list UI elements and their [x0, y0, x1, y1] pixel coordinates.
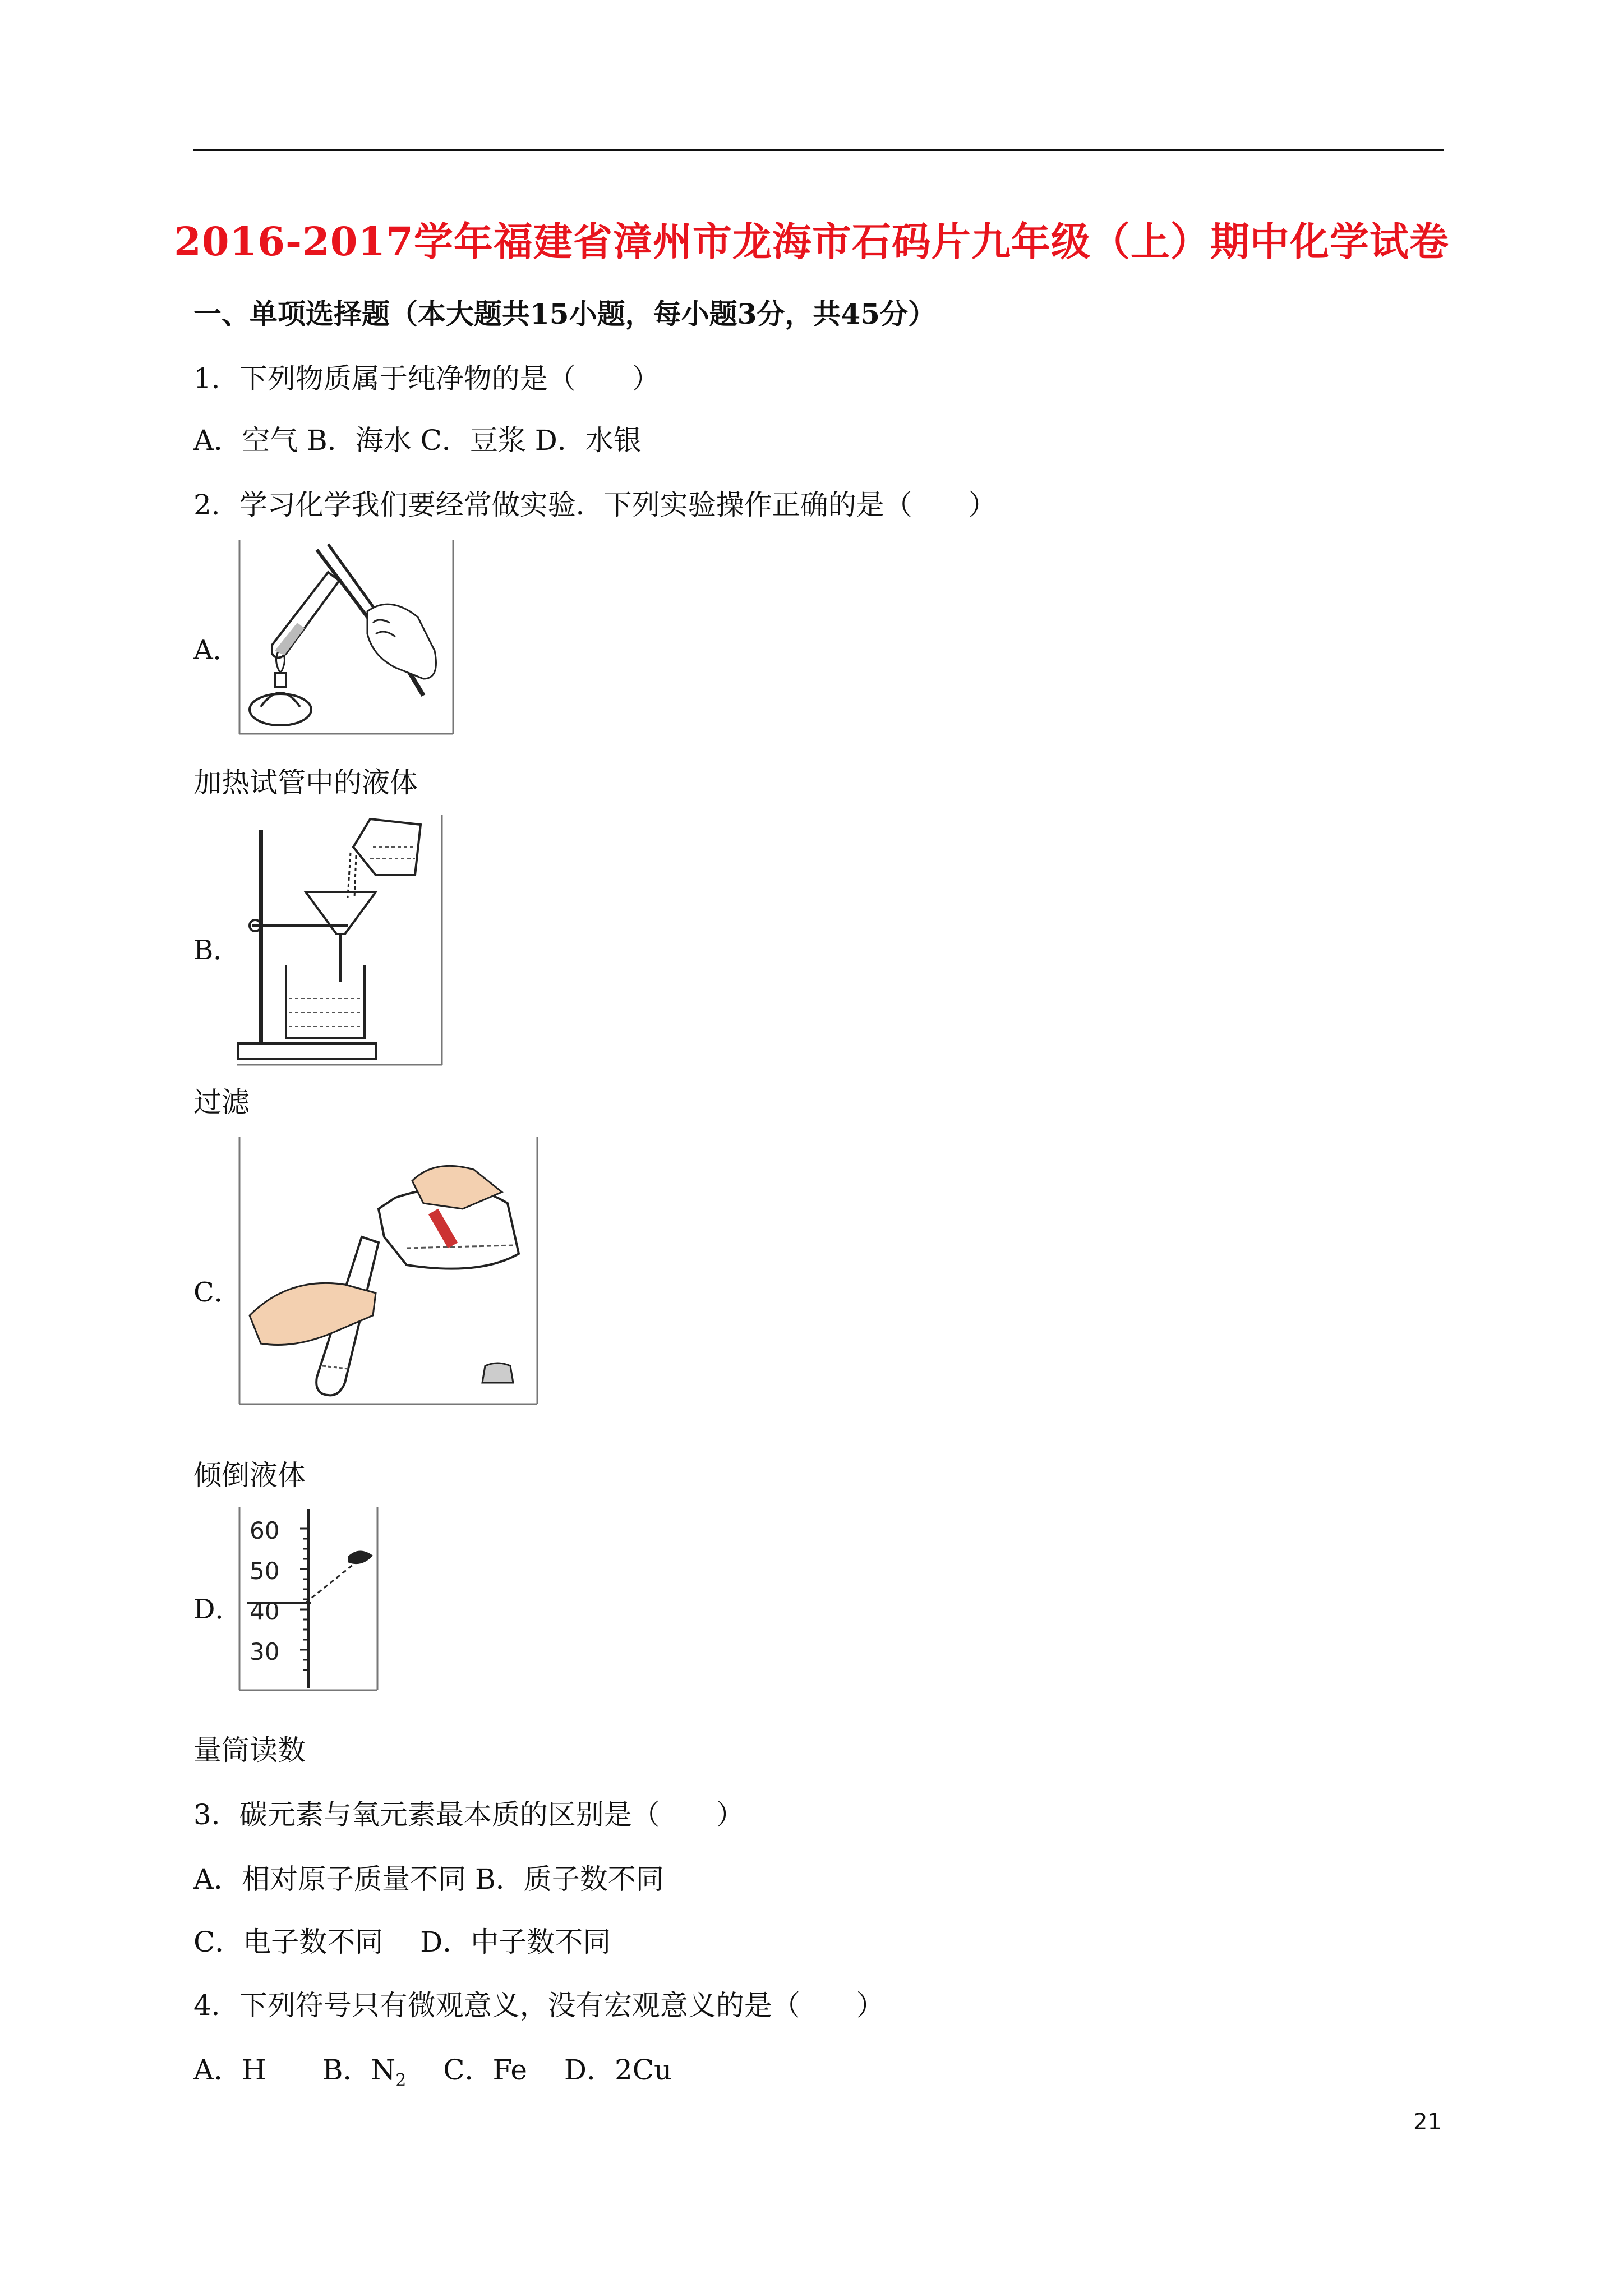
scale-label-30: 30	[250, 1638, 280, 1665]
figure-heating-test-tube	[238, 539, 454, 735]
option-c-label: C．	[193, 1277, 241, 1308]
question-4-options-rest: C．Fe D．2Cu	[406, 2054, 672, 2086]
header-rule	[193, 149, 1444, 151]
question-1-options: A．空气 B．海水 C．豆浆 D．水银	[193, 424, 642, 457]
question-3-options-line-2: C．电子数不同 D．中子数不同	[193, 1926, 611, 1958]
scale-label-40: 40	[250, 1598, 280, 1625]
question-4-options	[193, 2053, 672, 2091]
section-heading: 一、单项选择题（本大题共15小题，每小题3分，共45分）	[193, 297, 936, 330]
scale-label-60: 60	[250, 1517, 280, 1544]
question-3-options-line-1: A．相对原子质量不同 B．质子数不同	[193, 1863, 664, 1895]
option-d-caption: 量筒读数	[193, 1734, 306, 1766]
question-4-option-b-subscript: 2	[395, 2070, 407, 2090]
figure-graduated-cylinder	[238, 1506, 379, 1691]
scale-label-50: 50	[250, 1557, 280, 1585]
option-b-label: B．	[193, 935, 241, 966]
question-4-option-b: B．N	[322, 2054, 396, 2086]
option-d-label: D．	[193, 1594, 242, 1625]
page-number: 21	[1413, 2109, 1442, 2135]
page-title: 2016-2017学年福建省漳州市龙海市石码片九年级（上）期中化学试卷	[174, 218, 1449, 265]
question-3-stem: 3．碳元素与氧元素最本质的区别是（ ）	[193, 1798, 744, 1831]
option-c-caption: 倾倒液体	[193, 1459, 306, 1492]
figure-pouring-liquid	[238, 1136, 538, 1405]
question-2-stem: 2．学习化学我们要经常做实验．下列实验操作正确的是（ ）	[193, 489, 997, 521]
figure-filtration	[236, 813, 443, 1066]
question-4-stem: 4．下列符号只有微观意义，没有宏观意义的是（ ）	[193, 1989, 884, 2022]
option-a-caption: 加热试管中的液体	[193, 766, 418, 799]
option-b-caption: 过滤	[193, 1086, 250, 1119]
question-1-stem: 1．下列物质属于纯净物的是（ ）	[193, 362, 660, 395]
question-4-option-a: A．H	[193, 2054, 322, 2086]
option-a-label: A．	[193, 634, 240, 666]
